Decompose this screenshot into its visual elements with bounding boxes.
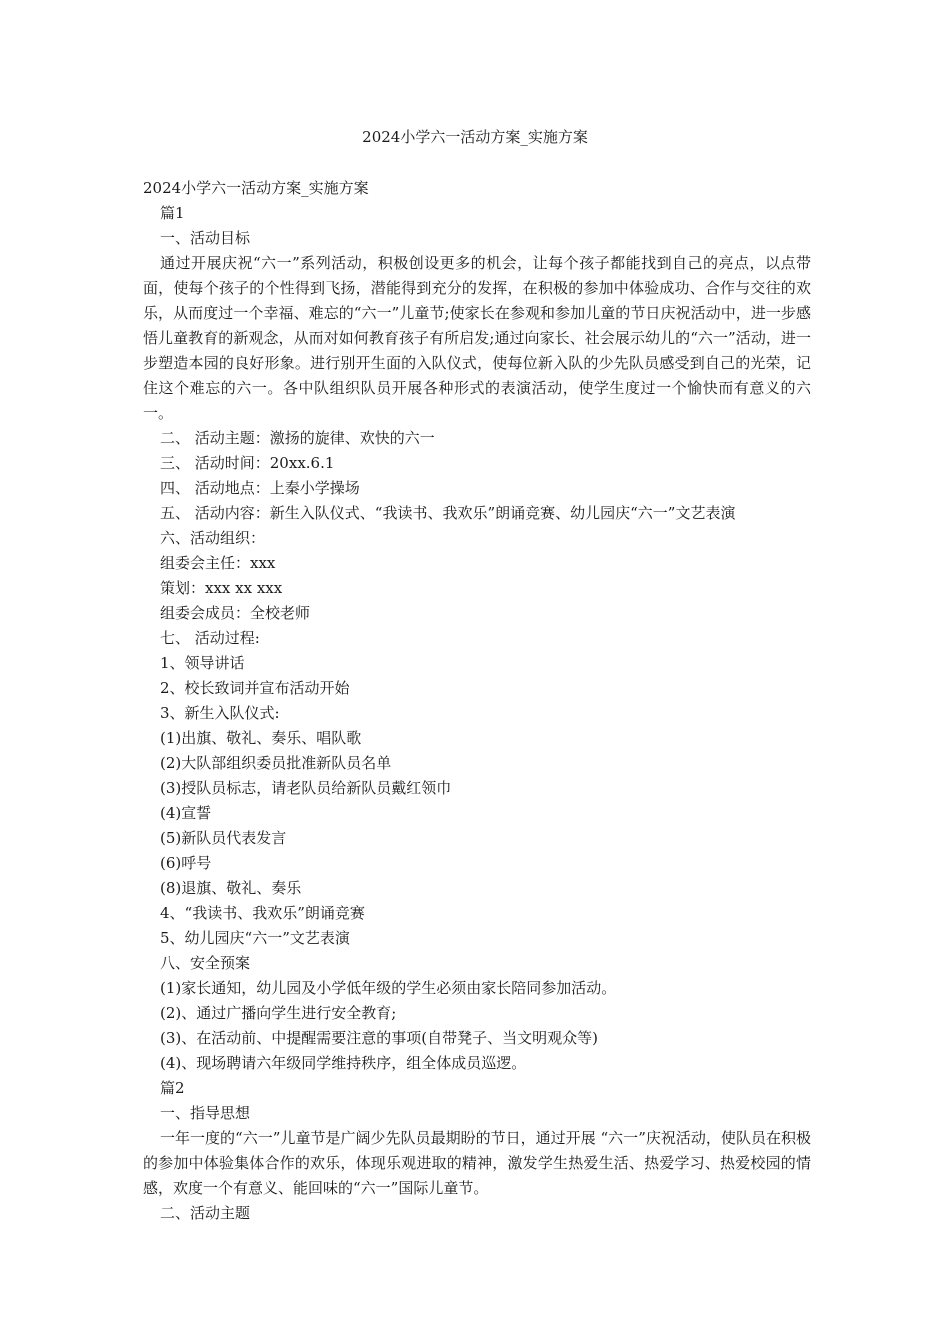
section-label-part1: 篇1	[160, 204, 185, 222]
paragraph-activity-goal: 通过开展庆祝“六一”系列活动，积极创设更多的机会，让每个孩子都能找到自己的亮点，以点带面，使每个孩子的个性得到飞扬，潜能得到充分的发挥，在积极的参加中体验成功、合作与交往的欢乐，从而度过一个幸福、难忘的“六一”儿童节;使家长在参观和参加儿童的节日庆祝活动中，进一步感悟儿童教育的新观念，从而对如何教育孩子有所启发;通过向家长、社会展示幼儿的“六一”活动，进一步塑造本园的良好形象。进行别开生面的入队仪式，使每位新入队的少先队员感受到自己的光荣，记住这个难忘的六一。各中队组织队员开展各种形式的表演活动，使学生度过一个愉快而有意义的六一。	[143, 254, 811, 422]
process-item: 5、幼儿园庆“六一”文艺表演	[160, 929, 350, 947]
ceremony-step: (2)大队部组织委员批准新队员名单	[160, 754, 392, 772]
document-heading: 2024小学六一活动方案_实施方案	[143, 179, 369, 197]
heading-activity-time: 三、 活动时间：20xx.6.1	[160, 454, 335, 472]
heading-activity-organization: 六、活动组织：	[160, 529, 266, 547]
document-body	[143, 176, 811, 1226]
org-director: 组委会主任：xxx	[160, 554, 276, 572]
ceremony-step: (8)退旗、敬礼、奏乐	[160, 879, 302, 897]
org-members: 组委会成员：全校老师	[160, 604, 311, 622]
heading-activity-content: 五、 活动内容：新生入队仪式、“我读书、我欢乐”朗诵竞赛、幼儿园庆“六一”文艺表演	[160, 504, 736, 522]
process-item: 1、领导讲话	[160, 654, 245, 672]
ceremony-step: (1)出旗、敬礼、奏乐、唱队歌	[160, 729, 362, 747]
safety-item: (3)、在活动前、中提醒需要注意的事项(自带凳子、当文明观众等)	[160, 1029, 598, 1047]
safety-item: (1)家长通知，幼儿园及小学低年级的学生必须由家长陪同参加活动。	[160, 979, 617, 997]
heading-activity-theme: 二、 活动主题：激扬的旋律、欢快的六一	[160, 429, 435, 447]
heading-activity-theme-part2: 二、活动主题	[160, 1204, 251, 1222]
section-label-part2: 篇2	[160, 1079, 185, 1097]
paragraph-guiding-thought: 一年一度的“六一”儿童节是广阔少先队员最期盼的节日，通过开展 “六一”庆祝活动，使队员在积极的参加中体验集体合作的欢乐，体现乐观进取的精神，激发学生热爱生活、热爱学习、热爱校园的情感，欢度一个有意义、能回味的“六一”国际儿童节。	[143, 1129, 811, 1197]
process-item: 3、新生入队仪式:	[160, 704, 280, 722]
safety-item: (2)、通过广播向学生进行安全教育;	[160, 1004, 397, 1022]
process-item: 4、“我读书、我欢乐”朗诵竞赛	[160, 904, 365, 922]
heading-guiding-thought: 一、指导思想	[160, 1104, 251, 1122]
org-planner: 策划：xxx xx xxx	[160, 579, 283, 597]
heading-activity-location: 四、 活动地点：上秦小学操场	[160, 479, 360, 497]
ceremony-step: (5)新队员代表发言	[160, 829, 287, 847]
ceremony-step: (3)授队员标志，请老队员给新队员戴红领巾	[160, 779, 452, 797]
ceremony-step: (6)呼号	[160, 854, 212, 872]
safety-item: (4)、现场聘请六年级同学维持秩序，组全体成员巡逻。	[160, 1054, 527, 1072]
ceremony-step: (4)宣誓	[160, 804, 212, 822]
heading-activity-process: 七、 活动过程:	[160, 629, 260, 647]
process-item: 2、校长致词并宣布活动开始	[160, 679, 350, 697]
document-title: 2024小学六一活动方案_实施方案	[362, 128, 588, 146]
heading-safety-plan: 八、安全预案	[160, 954, 251, 972]
heading-activity-goal: 一、活动目标	[160, 229, 251, 247]
